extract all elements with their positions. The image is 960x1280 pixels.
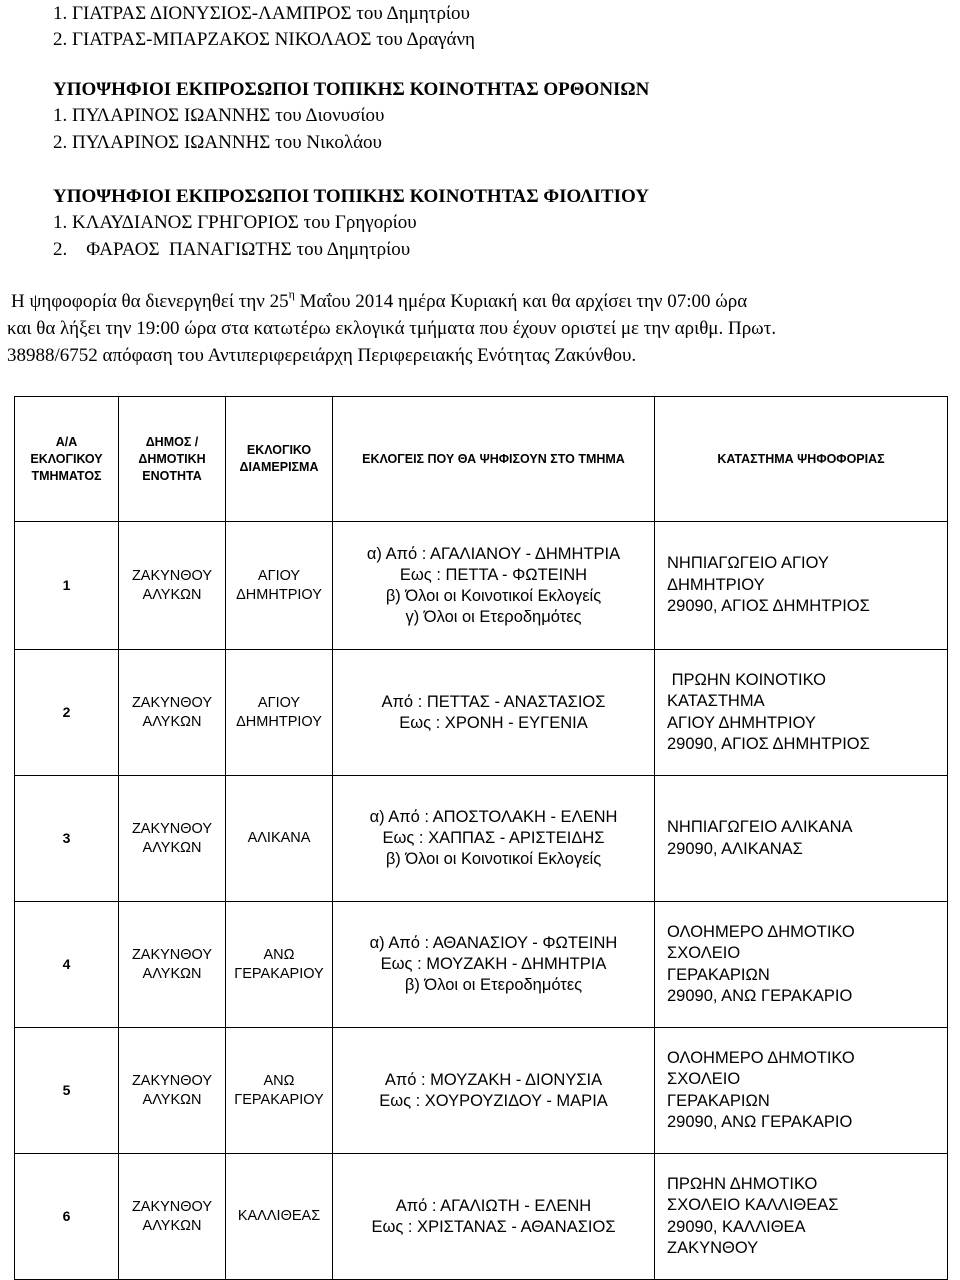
header-katastima: ΚΑΤΑΣΤΗΜΑ ΨΗΦΟΦΟΡΙΑΣ: [655, 397, 948, 522]
candidate-line: 1. ΠΥΛΑΡΙΝΟΣ ΙΩΑΝΝΗΣ του Διονυσίου: [53, 105, 385, 126]
row-number: 3: [15, 776, 119, 902]
polling-station-cell: ΠΡΩΗΝ ΚΟΙΝΟΤΙΚΟ ΚΑΤΑΣΤΗΜΑ ΑΓΙΟΥ ΔΗΜΗΤΡΙΟΥ 29090, ΑΓΙΟΣ ΔΗΜΗΤΡΙΟΣ: [655, 650, 948, 776]
district-cell: ΑΛΙΚΑΝΑ: [226, 776, 333, 902]
candidate-line: 1. ΓΙΑΤΡΑΣ ΔΙΟΝΥΣΙΟΣ-ΛΑΜΠΡΟΣ του Δημητρίου: [53, 3, 470, 24]
table-row: [15, 1028, 948, 1154]
header-aa: Α/Α ΕΚΛΟΓΙΚΟΥ ΤΜΗΜΑΤΟΣ: [15, 397, 119, 522]
candidate-line: 2. ΠΥΛΑΡΙΝΟΣ ΙΩΑΝΝΗΣ του Νικολάου: [53, 132, 382, 153]
voting-announcement: [7, 288, 953, 369]
candidate-line: 2. ΦΑΡΑΟΣ ΠΑΝΑΓΙΩΤΗΣ του Δημητρίου: [53, 239, 411, 260]
section-heading: ΥΠΟΨΗΦΙΟΙ ΕΚΠΡΟΣΩΠΟΙ ΤΟΠΙΚΗΣ ΚΟΙΝΟΤΗΤΑΣ ΟΡΘΟΝΙΩΝ: [53, 79, 650, 100]
candidate-line: 1. ΚΛΑΥΔΙΑΝΟΣ ΓΡΗΓΟΡΙΟΣ του Γρηγορίου: [53, 212, 417, 233]
table-header-row: [15, 397, 948, 522]
district-cell: ΚΑΛΛΙΘΕΑΣ: [226, 1154, 333, 1280]
table-row: [15, 522, 948, 650]
section-heading: ΥΠΟΨΗΦΙΟΙ ΕΚΠΡΟΣΩΠΟΙ ΤΟΠΙΚΗΣ ΚΟΙΝΟΤΗΤΑΣ ΦΙΟΛΙΤΙΟΥ: [53, 186, 649, 207]
row-number: 5: [15, 1028, 119, 1154]
district-cell: ΑΓΙΟΥ ΔΗΜΗΤΡΙΟΥ: [226, 522, 333, 650]
voters-cell: α) Από : ΑΓΑΛΙΑΝΟΥ - ΔΗΜΗΤΡΙΑ Εως : ΠΕΤΤΑ - ΦΩΤΕΙΝΗ β) Όλοι οι Κοινοτικοί Εκλογείς γ) Όλοι οι Ετεροδημότες: [333, 522, 655, 650]
municipality-cell: ΖΑΚΥΝΘΟΥ ΑΛΥΚΩΝ: [119, 1028, 226, 1154]
row-number: 4: [15, 902, 119, 1028]
paragraph-line: Η ψηφοφορία θα διενεργηθεί την $25^\eta$ Μαΐου 2014 ημέρα Κυριακή και θα αρχίσει την 07:00 ώρα: [11, 287, 748, 312]
paragraph-line: και θα λήξει την 19:00 ώρα στα κατωτέρω εκλογικά τμήματα που έχουν οριστεί με την αριθμ. Πρωτ.: [7, 318, 777, 339]
table-row: [15, 650, 948, 776]
polling-station-cell: ΠΡΩΗΝ ΔΗΜΟΤΙΚΟ ΣΧΟΛΕΙΟ ΚΑΛΛΙΘΕΑΣ 29090, ΚΑΛΛΙΘΕΑ ΖΑΚΥΝΘΟΥ: [655, 1154, 948, 1280]
municipality-cell: ΖΑΚΥΝΘΟΥ ΑΛΥΚΩΝ: [119, 1154, 226, 1280]
table-row: [15, 776, 948, 902]
row-number: 2: [15, 650, 119, 776]
row-number: 6: [15, 1154, 119, 1280]
table-row: [15, 902, 948, 1028]
header-dimos: ΔΗΜΟΣ / ΔΗΜΟΤΙΚΗ ΕΝΟΤΗΤΑ: [119, 397, 226, 522]
voters-cell: Από : ΠΕΤΤΑΣ - ΑΝΑΣΤΑΣΙΟΣ Εως : ΧΡΟΝΗ - ΕΥΓΕΝΙΑ: [333, 650, 655, 776]
district-cell: ΑΝΩ ΓΕΡΑΚΑΡΙΟΥ: [226, 1028, 333, 1154]
polling-station-cell: ΝΗΠΙΑΓΩΓΕΙΟ ΑΛΙΚΑΝΑ 29090, ΑΛΙΚΑΝΑΣ: [655, 776, 948, 902]
row-number: 1: [15, 522, 119, 650]
municipality-cell: ΖΑΚΥΝΘΟΥ ΑΛΥΚΩΝ: [119, 776, 226, 902]
polling-station-cell: ΟΛΟΗΜΕΡΟ ΔΗΜΟΤΙΚΟ ΣΧΟΛΕΙΟ ΓΕΡΑΚΑΡΙΩΝ 29090, ΑΝΩ ΓΕΡΑΚΑΡΙΟ: [655, 1028, 948, 1154]
voters-cell: Από : ΑΓΑΛΙΩΤΗ - ΕΛΕΝΗ Εως : ΧΡΙΣΤΑΝΑΣ - ΑΘΑΝΑΣΙΟΣ: [333, 1154, 655, 1280]
table-row: [15, 1154, 948, 1280]
polling-stations-table: [14, 396, 948, 1280]
header-ekloges: ΕΚΛΟΓΕΙΣ ΠΟΥ ΘΑ ΨΗΦΙΣΟΥΝ ΣΤΟ ΤΜΗΜΑ: [333, 397, 655, 522]
paragraph-line: 38988/6752 απόφαση του Αντιπεριφερειάρχη Περιφερειακής Ενότητας Ζακύνθου.: [7, 345, 637, 366]
voters-cell: α) Από : ΑΠΟΣΤΟΛΑΚΗ - ΕΛΕΝΗ Εως : ΧΑΠΠΑΣ - ΑΡΙΣΤΕΙΔΗΣ β) Όλοι οι Κοινοτικοί Εκλογείς: [333, 776, 655, 902]
municipality-cell: ΖΑΚΥΝΘΟΥ ΑΛΥΚΩΝ: [119, 522, 226, 650]
candidate-line: 2. ΓΙΑΤΡΑΣ-ΜΠΑΡΖΑΚΟΣ ΝΙΚΟΛΑΟΣ του Δραγάνη: [53, 29, 475, 50]
polling-station-cell: ΝΗΠΙΑΓΩΓΕΙΟ ΑΓΙΟΥ ΔΗΜΗΤΡΙΟΥ 29090, ΑΓΙΟΣ ΔΗΜΗΤΡΙΟΣ: [655, 522, 948, 650]
district-cell: ΑΓΙΟΥ ΔΗΜΗΤΡΙΟΥ: [226, 650, 333, 776]
voters-cell: α) Από : ΑΘΑΝΑΣΙΟΥ - ΦΩΤΕΙΝΗ Εως : ΜΟΥΖΑΚΗ - ΔΗΜΗΤΡΙΑ β) Όλοι οι Ετεροδημότες: [333, 902, 655, 1028]
polling-station-cell: ΟΛΟΗΜΕΡΟ ΔΗΜΟΤΙΚΟ ΣΧΟΛΕΙΟ ΓΕΡΑΚΑΡΙΩΝ 29090, ΑΝΩ ΓΕΡΑΚΑΡΙΟ: [655, 902, 948, 1028]
voters-cell: Από : ΜΟΥΖΑΚΗ - ΔΙΟΝΥΣΙΑ Εως : ΧΟΥΡΟΥΖΙΔΟΥ - ΜΑΡΙΑ: [333, 1028, 655, 1154]
district-cell: ΑΝΩ ΓΕΡΑΚΑΡΙΟΥ: [226, 902, 333, 1028]
municipality-cell: ΖΑΚΥΝΘΟΥ ΑΛΥΚΩΝ: [119, 650, 226, 776]
header-diamerisma: ΕΚΛΟΓΙΚΟ ΔΙΑΜΕΡΙΣΜΑ: [226, 397, 333, 522]
municipality-cell: ΖΑΚΥΝΘΟΥ ΑΛΥΚΩΝ: [119, 902, 226, 1028]
